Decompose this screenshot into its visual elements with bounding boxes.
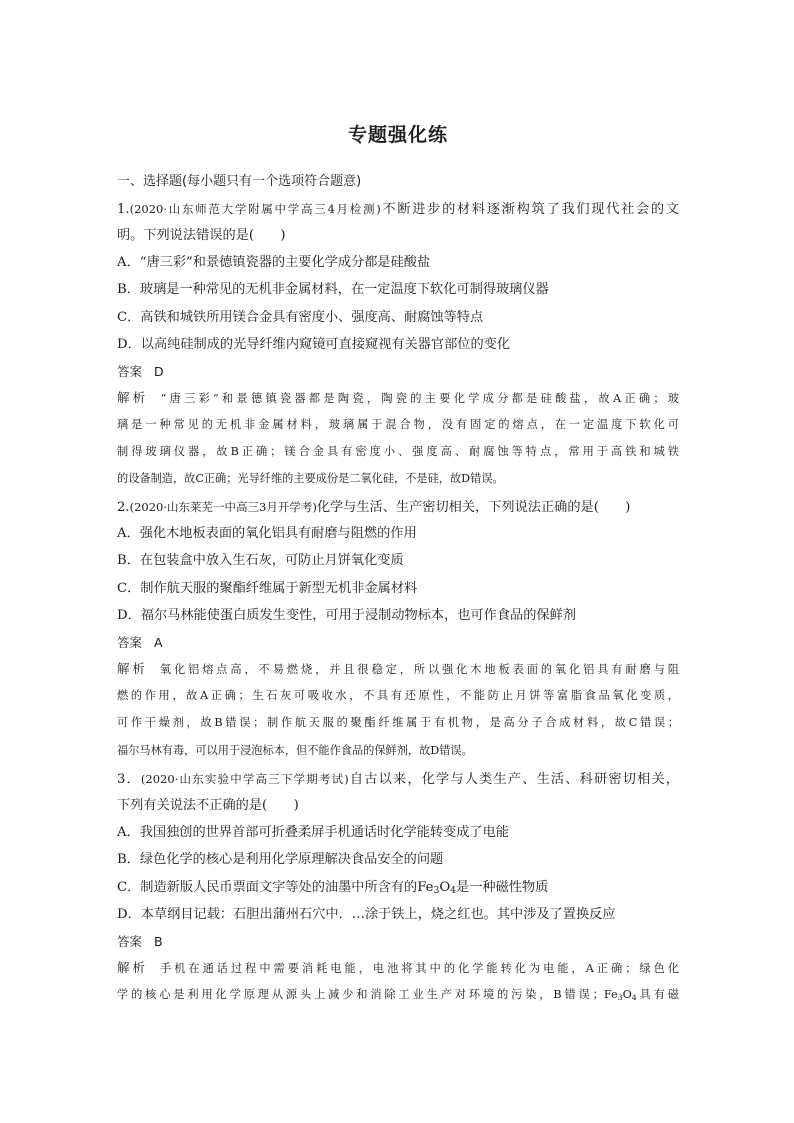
q3-option-b: B．绿色化学的核心是利用化学原理解决食品安全的问题 [117,852,444,867]
q2-exp-text1: 氧化铝熔点高，不易燃烧，并且很稳定，所以强化木地板表面的氧化铝具有耐磨与阻 [159,663,679,676]
q3-exp-text2: 学的核心是利用化学原理从源头上减少和消除工业生产对环境的污染，B错误； [117,988,604,1001]
q1-option-c: C．高铁和城铁所用镁合金具有密度小、强度高、耐腐蚀等特点 [117,310,484,325]
q2-explanation-line2: 燃的作用，故A正确；生石灰可吸收水，不具有还原性，不能防止月饼等富脂食品氧化变质， [117,689,679,702]
explanation-label: 解析 [117,390,149,405]
q1-explanation-line3: 制得玻璃仪器，故B正确；镁合金具有密度小、强度高、耐腐蚀等特点，常用于高铁和城铁 [117,445,679,458]
q2-option-a: A．强化木地板表面的氧化铝具有耐磨与阻燃的作用 [117,526,417,541]
q3-explanation-line1 [117,959,679,978]
q3-source: (2020·山东实验中学高三下学期考试) [140,772,349,786]
q2-stem-line1 [117,498,679,517]
q3-explanation-line2 [117,986,679,1004]
q2-option-d: D．福尔马林能使蛋白质发生变性，可用于浸制动物标本，也可作食品的保鲜剂 [117,608,576,623]
explanation-label: 解析 [117,661,148,676]
q3-option-d: D．本草纲目记载：石胆出蒲州石穴中．…涂于铁上，烧之红也。其中涉及了置换反应 [117,907,616,922]
q1-stem: 不断进步的材料逐渐构筑了我们现代社会的文 [380,202,679,217]
q3-option-c-tail: 是一种磁性物质 [456,880,549,895]
section-heading: 一、选择题(每小题只有一个选项符合题意) [117,174,362,189]
q1-source: (2020·山东师范大学附属中学高三4月检测) [129,202,381,216]
answer-label: 答案 [117,635,143,650]
q1-explanation-line2: 璃是一种常见的无机非金属材料，玻璃属于混合物，没有固定的熔点，在一定温度下软化可 [117,418,679,431]
explanation-label: 解析 [117,960,149,975]
answer-value: D [154,364,164,379]
page-title: 专题强化练 [347,124,448,146]
fe3o4-formula: $Fe_3O_4$ [417,880,457,896]
q1-option-a: A．“唐三彩”和景德镇瓷器的主要化学成分都是硅酸盐 [117,255,431,270]
q2-source: (2020·山东莱芜一中高三3月开学考) [129,500,317,514]
q1-number: 1. [117,202,130,217]
q3-stem: 自古以来，化学与人类生产、生活、科研密切相关， [348,772,679,787]
q2-explanation-line1 [117,660,679,679]
q1-explanation-line4: 的设备制造，故C正确；光导纤维的主要成份是二氧化硅，不是硅，故D错误。 [117,472,504,485]
q1-option-b: B．玻璃是一种常见的无机非金属材料，在一定温度下软化可制得玻璃仪器 [117,282,549,297]
q3-option-c [117,879,679,897]
q2-explanation-line3: 可作干燥剂，故B错误；制作航天服的聚酯纤维属于有机物，是高分子合成材料，故C错误； [117,716,679,729]
q1-option-d: D．以高纯硅制成的光导纤维内窥镜可直接窥视有关器官部位的变化 [117,337,511,352]
answer-label: 答案 [117,364,143,379]
q1-stem-line1 [117,200,679,219]
q2-stem: 化学与生活、生产密切相关，下列说法正确的是( ) [316,500,631,515]
q2-explanation-line4: 福尔马林有毒，可以用于浸泡标本，但不能作食品的保鲜剂，故D错误。 [117,744,473,757]
q3-stem-line1 [117,770,679,789]
q3-number: 3． [117,772,141,787]
fe3o4-formula: $Fe_3O_4$ [603,988,637,1002]
q1-exp-text1: “唐三彩”和景德镇瓷器都是陶瓷，陶瓷的主要化学成分都是硅酸盐，故A正确；玻 [160,392,679,405]
q2-option-c: C．制作航天服的聚酯纤维属于新型无机非金属材料 [117,581,418,596]
answer-value: B [154,934,163,949]
q2-number: 2. [117,500,130,515]
q2-answer [117,634,679,652]
q1-stem-line2: 明。下列说法错误的是( ) [117,228,286,243]
q3-stem-line2: 下列有关说法不正确的是( ) [117,798,299,813]
q1-explanation-line1 [117,389,679,408]
answer-value: A [154,635,163,650]
q3-answer [117,933,679,951]
answer-label: 答案 [117,934,143,949]
q3-exp-text1: 手机在通话过程中需要消耗电能，电池将其中的化学能转化为电能，A正确；绿色化 [160,962,679,975]
q3-option-c-text: C．制造新版人民币票面文字等处的油墨中所含有的 [117,880,418,895]
q3-option-a: A．我国独创的世界首部可折叠柔屏手机通话时化学能转变成了电能 [117,825,509,840]
q3-exp-tail: 具有磁 [636,988,679,1001]
q2-option-b: B．在包装盒中放入生石灰，可防止月饼氧化变质 [117,553,404,568]
q1-answer [117,363,679,381]
